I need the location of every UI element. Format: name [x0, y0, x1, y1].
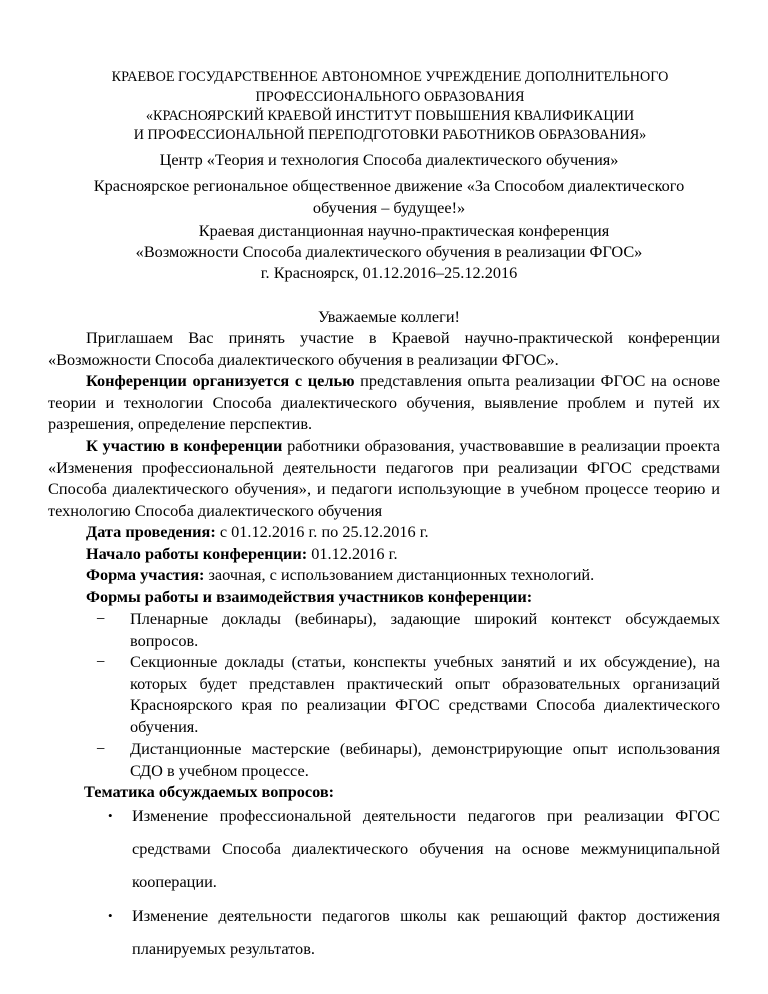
movement-line-2: обучения – будущее!» — [312, 198, 466, 217]
header-line-1: КРАЕВОЕ ГОСУДАРСТВЕННОЕ АВТОНОМНОЕ УЧРЕЖДЕНИЕ ДОПОЛНИТЕЛЬНОГО — [111, 69, 669, 85]
work-form-item — [96, 608, 720, 651]
form-line — [86, 564, 726, 586]
start-line — [86, 543, 726, 565]
conference-line-1: Краевая дистанционная научно-практическая конференция — [198, 221, 610, 240]
header-line-4: И ПРОФЕССИОНАЛЬНОЙ ПЕРЕПОДГОТОВКИ РАБОТНИКОВ ОБРАЗОВАНИЯ» — [133, 127, 647, 143]
participants-label: К участию в конференции — [86, 436, 283, 455]
greeting: Уважаемые коллеги! — [318, 307, 460, 326]
header-line-2: ПРОФЕССИОНАЛЬНОГО ОБРАЗОВАНИЯ — [255, 89, 525, 105]
topic-item — [108, 799, 720, 898]
work-form-item — [96, 651, 720, 737]
dash-marker: − — [96, 652, 106, 671]
form-value: заочная, с использованием дистанционных технологий. — [204, 565, 595, 584]
topic-item — [108, 899, 720, 965]
topics-label: Тематика обсуждаемых вопросов: — [84, 782, 335, 801]
start-label: Начало работы конференции: — [86, 544, 308, 563]
work-forms-heading — [86, 586, 726, 608]
invitation-paragraph — [48, 327, 720, 370]
work-forms-label: Формы работы и взаимодействия участников конференции: — [86, 587, 533, 606]
dash-marker: − — [96, 739, 106, 758]
goal-text: представления опыта реализации ФГОС на основе теории и технологии Способа диалектического обучения, выявление проблем и путей их разрешения, определение перспектив. — [48, 371, 720, 433]
participants-paragraph — [48, 435, 720, 521]
dates-label: Дата проведения: — [86, 522, 216, 541]
work-form-item-text: Пленарные доклады (вебинары), задающие широкий контекст обсуждаемых вопросов. — [130, 609, 720, 650]
dates-line — [86, 521, 726, 543]
goal-paragraph — [48, 370, 720, 435]
conference-dates-line: г. Красноярск, 01.12.2016–25.12.2016 — [260, 263, 518, 282]
work-form-item — [96, 738, 720, 781]
conference-line-2: «Возможности Способа диалектического обучения в реализации ФГОС» — [135, 242, 643, 261]
topic-item-text: Изменение профессиональной деятельности педагогов при реализации ФГОС средствами Способа диалектического обучения на основе межмуниципальной кооперации. — [132, 806, 720, 891]
goal-label: Конференции организуется с целью — [86, 371, 355, 390]
dash-marker: − — [96, 609, 106, 628]
bullet-marker: • — [108, 808, 113, 823]
work-form-item-text: Дистанционные мастерские (вебинары), демонстрирующие опыт использования СДО в учебном процессе. — [130, 739, 720, 780]
center-name: Центр «Теория и технология Способа диалектического обучения» — [159, 150, 619, 169]
form-label: Форма участия: — [86, 565, 205, 584]
movement-line-1: Красноярское региональное общественное движение «За Способом диалектического — [93, 176, 685, 195]
bullet-marker: • — [108, 908, 113, 923]
topic-item-text: Изменение деятельности педагогов школы как решающий фактор достижения планируемых результатов. — [132, 906, 720, 958]
header-line-3: «КРАСНОЯРСКИЙ КРАЕВОЙ ИНСТИТУТ ПОВЫШЕНИЯ КВАЛИФИКАЦИИ — [145, 108, 635, 124]
participants-text: работники образования, участвовавшие в реализации проекта «Изменения профессиональной деятельности педагогов при реализации ФГОС средствами Способа диалектического обучения», и педагоги использующие в учебном процессе теорию и технологию Способа диалектического обучения — [48, 436, 720, 520]
work-form-item-text: Секционные доклады (статьи, конспекты учебных занятий и их обсуждение), на которых будет представлен практический опыт образовательных организаций Красноярского края по реализации ФГОС средствами Способа диалектического обучения. — [130, 652, 720, 736]
invitation-text: Приглашаем Вас принять участие в Краевой научно-практической конференции «Возможности Способа диалектического обучения в реализации ФГОС». — [48, 328, 720, 369]
dates-value: с 01.12.2016 г. по 25.12.2016 г. — [215, 522, 429, 541]
start-value: 01.12.2016 г. — [307, 544, 398, 563]
